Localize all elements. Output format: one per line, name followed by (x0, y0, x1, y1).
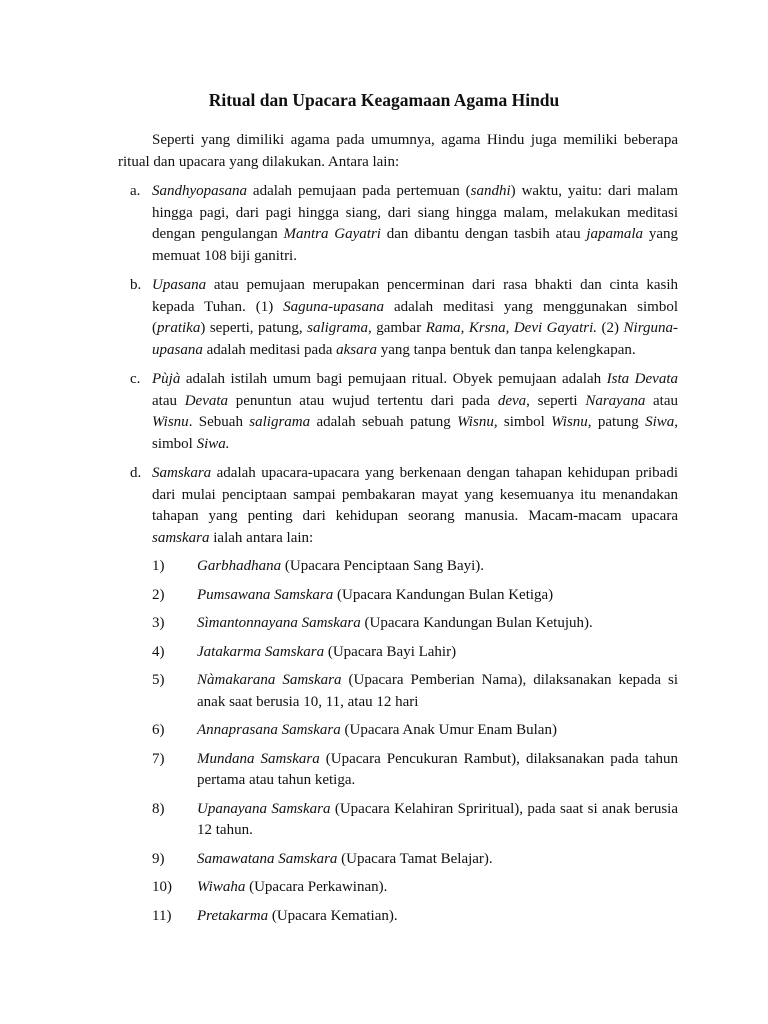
samskara-number: 3) (152, 615, 165, 631)
italic-term: pratika (157, 320, 201, 336)
italic-term: Nirguna-upasana (152, 320, 678, 358)
samskara-text (197, 642, 678, 664)
italic-term: Upanayana Samskara (197, 800, 331, 817)
text-run: (Upacara Kandungan Bulan Ketujuh). (360, 615, 593, 631)
text-run: adalah pemujaan pada pertemuan ( (247, 183, 471, 199)
samskara-item (152, 906, 678, 928)
italic-term: Pùjà (152, 371, 181, 387)
samskara-number: 2) (152, 586, 165, 603)
samskara-text (197, 556, 678, 578)
text-run: , simbol (493, 414, 552, 430)
item-label: b. (130, 277, 142, 293)
italic-term: Pretakarma (197, 907, 269, 924)
text-run: (Upacara Penciptaan Sang Bayi). (281, 558, 485, 574)
samskara-text (197, 720, 678, 742)
item-label: c. (130, 371, 141, 387)
italic-term: Saguna-upasana (283, 298, 385, 315)
ritual-item (118, 463, 678, 549)
samskara-text (197, 749, 678, 792)
text-run: adalah istilah umum bagi pemujaan ritual. Obyek pemujaan adalah (180, 371, 607, 387)
samskara-item (152, 877, 678, 899)
text-run: (Upacara Perkawinan). (245, 879, 388, 895)
text-run: (Upacara Pencukuran Rambut), dilaksanakan pada tahun pertama atau tahun ketiga. (197, 750, 678, 788)
document-title: Ritual dan Upacara Keagamaan Agama Hindu (208, 90, 560, 110)
samskara-item (152, 556, 678, 578)
text-run: atau (152, 392, 185, 409)
samskara-number: 5) (152, 672, 165, 688)
samskara-number: 7) (152, 750, 165, 767)
samskara-number: 4) (152, 643, 165, 660)
italic-term: Garbhadhana (197, 558, 282, 574)
italic-term: Samskara (152, 465, 212, 481)
italic-term: Wisnu (152, 414, 189, 430)
samskara-text (197, 799, 678, 842)
italic-term: samskara (152, 529, 210, 546)
samskara-text (197, 906, 678, 928)
text-run: ialah antara lain: (209, 529, 314, 546)
samskara-item (152, 849, 678, 871)
italic-term: Sandhyopasana (152, 183, 247, 199)
text-run: dan dibantu dengan tasbih atau (380, 226, 587, 242)
samskara-item (152, 585, 678, 607)
text-run: atau pemujaan merupakan pencerminan dari rasa bhakti dan cinta kasih kepada Tuhan. (1) (152, 277, 678, 315)
text-run: (Upacara Pemberian Nama), dilaksanakan kepada si anak saat berusia 10, 11, atau 12 hari (197, 672, 678, 710)
italic-term: Wisnu (457, 414, 494, 430)
text-run: ) waktu, yaitu: dari malam hingga pagi, dari pagi hingga siang, dari siang hingga malam, melakukan meditasi dengan pengulangan (152, 183, 679, 242)
italic-term: saligrama (307, 320, 368, 336)
text-run: adalah sebuah patung (310, 414, 458, 430)
text-run: (2) (597, 320, 624, 336)
text-run: (Upacara Anak Umur Enam Bulan) (340, 722, 557, 738)
document-body (118, 130, 678, 927)
samskara-text (197, 849, 678, 871)
italic-term: Rama, Krsna, Devi Gayatri. (425, 320, 598, 336)
samskara-number: 8) (152, 800, 165, 817)
italic-term: Siwa (645, 414, 675, 430)
text-run: , simbol (152, 414, 678, 452)
text-run: yang memuat 108 biji ganitri. (152, 226, 678, 264)
italic-term: saligrama (249, 414, 311, 430)
samskara-item (152, 670, 678, 713)
text-run: , gambar (367, 320, 426, 336)
samskara-item (152, 749, 678, 792)
item-text (152, 275, 678, 361)
samskara-item (152, 642, 678, 664)
ritual-list (118, 181, 678, 927)
text-run: (Upacara Kematian). (268, 907, 398, 924)
italic-term: Narayana (585, 392, 646, 409)
samskara-list (152, 556, 678, 927)
ritual-item (118, 181, 678, 267)
italic-term: Mundana Samskara (197, 750, 320, 767)
text-run: adalah upacara-upacara yang berkenaan dengan tahapan kehidupan pribadi dari mulai penciptaan sampai pembakaran mayat yang kesemuanya itu menandakan tahapan yang penting dari kehidupan seorang manusia. Macam-macam upacara (152, 465, 678, 524)
text-run: adalah meditasi yang menggunakan simbol ( (152, 298, 678, 336)
text-run: (Upacara Kandungan Bulan Ketiga) (333, 586, 554, 603)
text-run: (Upacara Bayi Lahir) (324, 643, 457, 660)
text-run: (Upacara Tamat Belajar). (337, 850, 493, 867)
samskara-number: 9) (152, 850, 165, 867)
text-run: . Sebuah (188, 414, 250, 430)
text-run: yang tanpa bentuk dan tanpa kelengkapan. (376, 341, 636, 358)
samskara-item (152, 720, 678, 742)
text-run: patung (591, 414, 646, 430)
item-text (152, 463, 678, 549)
text-run: , seperti (526, 392, 586, 409)
italic-term: Upasana (152, 277, 207, 293)
text-run: (Upacara Kelahiran Spriritual), pada saat si anak berusia 12 tahun. (197, 800, 678, 838)
italic-term: aksara (336, 341, 377, 358)
samskara-item (152, 799, 678, 842)
italic-term: Wisnu, (551, 414, 592, 430)
italic-term: Wiwaha (197, 879, 246, 895)
samskara-number: 10) (152, 879, 172, 895)
text-run: ) seperti, patung, (200, 320, 308, 336)
text-run: atau (645, 392, 679, 409)
italic-term: Devata (184, 392, 229, 409)
italic-term: Samawatana Samskara (197, 850, 338, 867)
item-text (152, 369, 678, 455)
italic-term: Annaprasana Samskara (197, 722, 341, 738)
italic-term: Nàmakarana Samskara (197, 672, 342, 688)
text-run: adalah meditasi pada (202, 341, 337, 358)
samskara-text (197, 613, 678, 635)
italic-term: Sìmantonnayana Samskara (197, 615, 361, 631)
italic-term: Mantra Gayatri (283, 226, 381, 242)
samskara-number: 1) (152, 558, 165, 574)
italic-term: Pumsawana Samskara (197, 586, 334, 603)
italic-term: deva (497, 392, 527, 409)
intro-paragraph: Seperti yang dimiliki agama pada umumnya, agama Hindu juga memiliki beberapa ritual dan upacara yang dilakukan. Antara lain: (118, 132, 678, 170)
samskara-text (197, 670, 678, 713)
italic-term: sandhi (470, 183, 511, 199)
ritual-item (118, 369, 678, 455)
italic-term: Ista Devata (606, 371, 678, 387)
italic-term: Jatakarma Samskara (197, 643, 325, 660)
item-label: a. (130, 183, 141, 199)
italic-term: Siwa. (196, 435, 230, 452)
italic-term: japamala (586, 226, 644, 242)
ritual-item (118, 275, 678, 361)
text-run: penuntun atau wujud tertentu dari pada (228, 392, 498, 409)
samskara-item (152, 613, 678, 635)
samskara-number: 6) (152, 722, 165, 738)
samskara-text (197, 877, 678, 899)
samskara-number: 11) (152, 907, 172, 924)
item-label: d. (130, 465, 142, 481)
samskara-text (197, 585, 678, 607)
item-text (152, 181, 678, 267)
